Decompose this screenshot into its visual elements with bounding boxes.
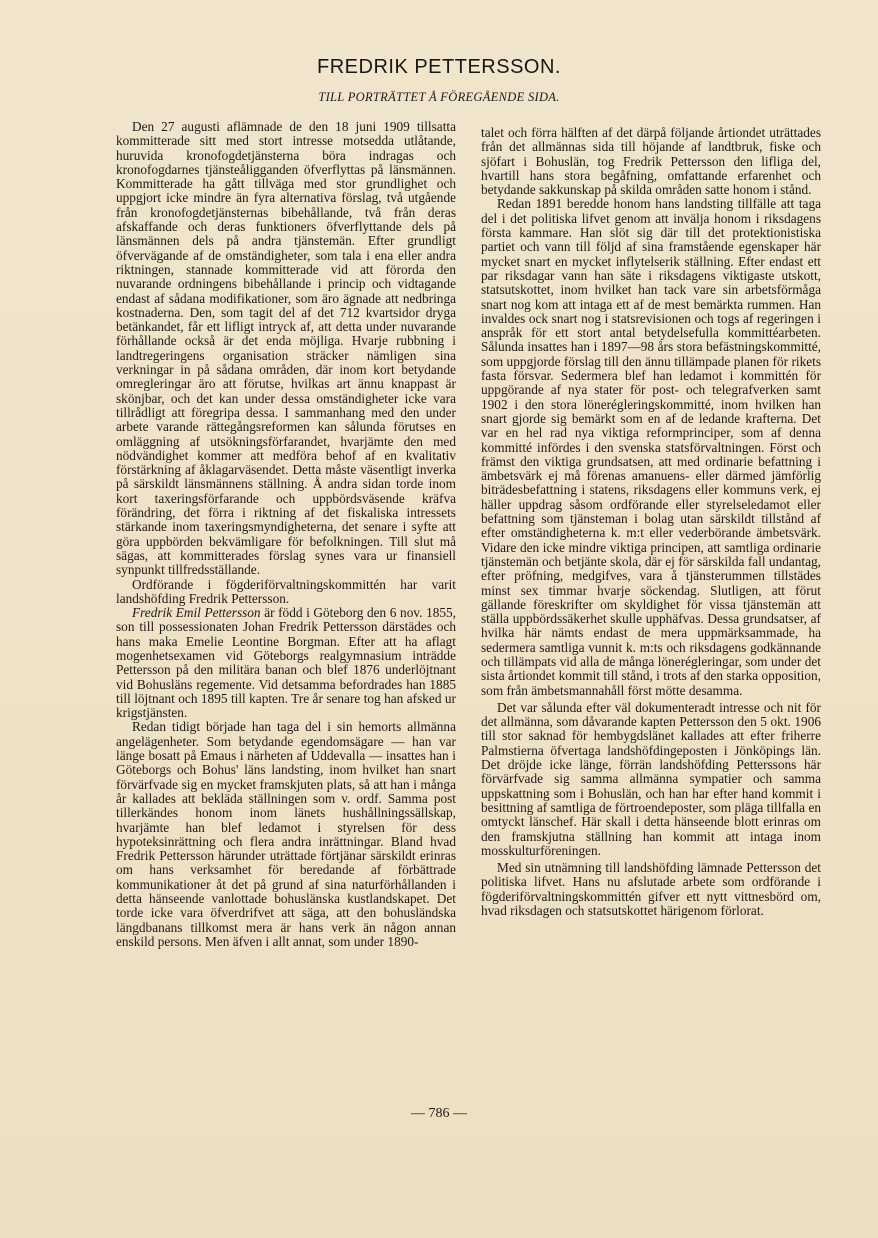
paragraph: Redan 1891 beredde honom hans landsting tillfälle att taga del i det politiska lifvet genom att invälja honom i riksdagens första kammare. Han slöt sig där till det protektionistiska partiet och vann till följd af sina framstående egenskaper här mycket snart en mycket inflytelserik ställning. Efter endast ett par riksdagar vann han säte i riksdagens viktigaste utskott, statsutskottet, inom hvilket han tack vare sin arbetsförmåga snart nog kom att intaga ett af de mest bemärkta rummen. Han invaldes ock snart nog i statsrevisionen och togs af regeringen i anspråk för ett stort antal betydelsefulla kommittéarbeten. Sålunda insattes han i 1897—98 års stora befästningskommitté, som uppgjorde förslag till den ännu tillämpade planen för rikets fasta försvar. Sedermera blef han ledamot i kommittén för uppgörande af nya stater för post- och telegrafverken samt 1902 i den stora lönerégleringskommitté, inom hvilken han snart gjorde sig bemärkt som en af de ledande krafterna. Det var en hel rad nya viktiga reformprinciper, som af denna kommitté infördes i den svenska statsförvaltningen. Först och främst den viktiga grundsatsen, att med ordinarie befattning i ämbetsvärk ej må förenas amanuens- eller därmed jämförlig biträdesbefattning i statens, riksdagens eller kommuns verk, ej häller uppdrag såsom ordförande eller styrelseledamot eller befattning som tjänsteman i bolag utan särskildt tillstånd af efter omständigheterna k. m:t eller vederbörande ämbetsvärk. Vidare den icke mindre viktiga principen, att samtliga ordinarie tjänstemän och betjänte skola, där ej för särskilda fall undantag, efter pröfning, medgifves, vara å tjänsterummen tillstädes minst sex timmar hvarje söckendag. Slutligen, att förut gällande föreskrifter om skyldighet för vissa tjänstemän att ställa uppbördssäkerhet skulle upphäfvas. Dessa grundsatser, af hvilka här nämts endast de mera uppmärksammade, ha sedermera samtliga vunnit k. m:ts och riksdagens godkännande och tillämpats vid alla de många lönerégleringar, som under det sista årtiondet kommit till stånd, i trots af den starka opposition, som från ämbetsmannahåll först mötte desamma.: [481, 196, 821, 698]
right-column: [481, 126, 821, 918]
paragraph: talet och förra hälften af det därpå följande årtiondet uträttades från det allmännas sida till höjande af landtbruk, fiske och sjöfart i Bohuslän, tog Fredrik Pettersson den lifliga del, hvartill hans stora begåfning, omfattande erfarenhet och betydande sakkunskap på skilda områden satte honom i stånd.: [481, 125, 821, 198]
paragraph: Den 27 augusti aflämnade de den 18 juni 1909 tillsatta kommitterade sitt med stort intresse motsedda utlåtande, huruvida kronofogdetjänsterna böra indragas och kronofogdarnes tjänsteåligganden öfverflyttas på länsmännen. Kommitterade ha gått tillväga med stor grundlighet och uppgjort icke mindre än fyra alternativa förslag, två utgående från kronofogdetjänsternas bibehållande, två från deras afskaffande och deras funktioners öfverflyttande dels på länsmännen dels på andra tjänstemän. Efter grundligt öfvervägande af de omständigheter, som tala i ena eller andra riktningen, stannade kommitterade vid att förorda den nuvarande ordningens bibehållande i princip och vidtagande endast af sådana modifikationer, som äro ägnade att nedbringa kostnaderna. Den, som tagit del af det 712 kvartsidor dryga betänkandet, får ett lifligt intryck af, att detta under nuvarande förhållande också är det enda möjliga. Hvarje rubbning i landtregeringens organisation sträcker nämligen sina verkningar in på sådana områden, där inom kort betydande omregleringar äro att förutse, hvilkas art ännu knappast är skönjbar, och det kan under dessa omständigheter icke vara tillrådligt att föregripa dessa. I sammanhang med den under arbete varande rättegångsreformen kan sålunda förutses en omläggning af utsökningsförfarandet, hvarjämte den med nödvändighet kommer att medföra behof af en kvalitativ förstärkning af åklagarväsendet. Detta måste väsentligt inverka på särskildt länsmännens ställning. Å andra sidan torde inom kort taxeringsförfarande och uppbördsväsende kräfva förändring, det förra i riktning af det fiskaliska intressets stärkande inom taxeringsmyndigheterna, det senare i syfte att göra uppbörden bekvämligare för befolkningen. Till slut må sägas, att kommitterades förslag synes vara ur finansiell synpunkt tillfredsställande.: [116, 119, 456, 578]
paragraph: Ordförande i fögderiförvaltningskommittén har varit landshöfding Fredrik Pettersson.: [116, 576, 456, 606]
article-subtitle: TILL PORTRÄTTET Å FÖREGÅENDE SIDA.: [318, 90, 560, 104]
article-title: FREDRIK PETTERSSON.: [317, 56, 561, 78]
person-name: Fredrik Emil Pettersson: [132, 605, 261, 621]
page-number: — 786 —: [411, 1106, 467, 1121]
paragraph: Redan tidigt började han taga del i sin hemorts allmänna angelägenheter. Som betydande egendomsägare — han var länge bosatt på Emaus i närheten af Uddevalla — insattes han i Göteborgs och Bohus' läns landsting, inom hvilket han snart förvärfvade sig en mycket framskjuten plats, så att han i många år kallades att bekläda ställningen som v. ordf. Samma post tillerkändes honom inom länets hushållningssällskap, hvarjämte han blef ledamot i styrelsen för dess hypoteksinrättning och flera andra inrättningar. Bland hvad Fredrik Pettersson härunder uträttade förtjänar särskildt erinras om hans verksamhet för beredande af förbättrade kommunikationer åt det på grund af sina naturförhållanden i detta hänseende vanlottade bohuslänska kustlandskapet. Det torde icke vara öfverdrifvet att säga, att den bohusländska längdbanans tillkomst mera är hans verk än någon annan enskild persons. Men äfven i allt annat, som under 1890-: [116, 719, 456, 949]
left-column: [116, 120, 456, 949]
paragraph-text: är född i Göteborg den 6 nov. 1855, son till possessionaten Johan Fredrik Pettersson därstädes och hans maka Emelie Leontine Borgman. Efter att ha aflagt mogenhetsexamen vid Göteborgs realgymnasium inträdde Pettersson på den militära banan och blef 1876 underlöjtnant vid Bohusläns regemente. Vid detsamma befordrades han 1885 till löjtnant och 1895 till kapten. Tre år senare tog han afsked ur krigstjänsten.: [116, 605, 456, 721]
paragraph: Med sin utnämning till landshöfding lämnade Pettersson det politiska lifvet. Hans nu afslutade arbete som ordförande i fögderiförvaltningskommittén gifver ett nytt vittnesbörd om, hvad riksdagen och statsutskottet härigenom förlorat.: [481, 860, 821, 919]
paragraph: Det var sålunda efter väl dokumenteradt intresse och nit för det allmänna, som dåvarande kapten Pettersson den 5 okt. 1906 till stor saknad för hembygdslänet kallades att efter friherre Palmstierna öfvertaga landshöfdingeposten i Jönköpings län. Det dröjde icke länge, förrän landshöfding Petterssons här förvärfvade sig samma allmänna sympatier och samma uppskattning som i Bohuslän, och han har efter hand kommit i besittning af samtliga de förtroendeposter, som pläga tillfalla en omtyckt länschef. Här skall i detta hänseende blott erinras om den framskjutna ställning han kommit att intaga inom mosskulturföreningen.: [481, 699, 821, 858]
paragraph: [116, 606, 456, 720]
